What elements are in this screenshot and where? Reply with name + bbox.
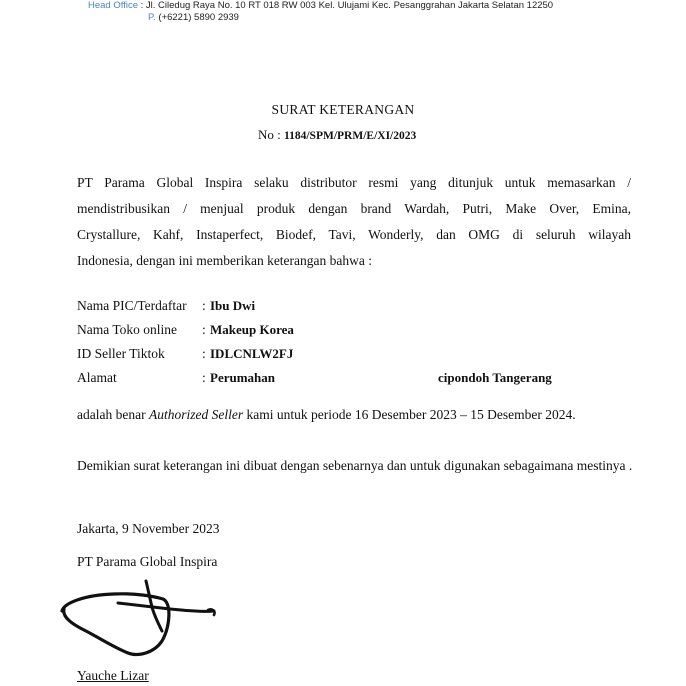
letterhead: [88, 0, 553, 24]
field-label: Nama PIC/Terdaftar: [77, 298, 187, 313]
field-colon: :: [202, 298, 206, 313]
field-value: Ibu Dwi: [210, 298, 256, 313]
field-value-start: Perumahan: [210, 370, 275, 385]
field-colon: :: [202, 322, 206, 337]
field-value: IDLCNLW2FJ: [210, 346, 294, 361]
phone-number: (+6221) 5890 2939: [158, 12, 239, 23]
letter-number: [258, 127, 416, 143]
phone-label: P.: [148, 12, 156, 23]
field-label: Nama Toko online: [77, 322, 178, 337]
signature-mark: [58, 575, 228, 660]
field-colon: :: [202, 370, 206, 385]
letterhead-address-row: [88, 0, 553, 12]
period-suffix: kami untuk periode 16 Desember 2023 – 15 Desember 2024.: [246, 407, 576, 422]
field-value-end: cipondoh Tangerang: [438, 370, 552, 385]
intro-line: PT Parama Global Inspira selaku distributor resmi yang ditunjuk untuk memasarkan /: [77, 175, 631, 190]
intro-paragraph: [77, 170, 631, 274]
head-office-address: : Jl. Ciledug Raya No. 10 RT 018 RW 003 Kel. Ulujami Kec. Pesanggrahan Jakarta Selatan 12250: [140, 0, 554, 11]
letter-number-value: 1184/SPM/PRM/E/XI/2023: [284, 130, 417, 142]
letter-number-label: No :: [258, 127, 281, 142]
period-italic: Authorized Seller: [148, 407, 244, 422]
field-label: ID Seller Tiktok: [77, 346, 165, 361]
intro-line: Crystallure, Kahf, Instaperfect, Biodef, Tavi, Wonderly, dan OMG di seluruh wilayah: [77, 227, 631, 242]
letter-date: Jakarta, 9 November 2023: [77, 521, 220, 536]
authorization-period: [77, 407, 576, 423]
field-value: Makeup Korea: [210, 322, 294, 337]
closing-statement: Demikian surat keterangan ini dibuat dengan sebenarnya dan untuk digunakan sebagaimana mestinya .: [77, 458, 633, 473]
intro-line: mendistribusikan / menjual produk dengan brand Wardah, Putri, Make Over, Emina,: [77, 201, 631, 216]
letter-title: SURAT KETERANGAN: [271, 102, 415, 117]
letterhead-phone-row: [88, 12, 553, 24]
period-prefix: adalah benar: [77, 407, 146, 422]
signer-name: Yauche Lizar: [77, 668, 149, 683]
company-name: PT Parama Global Inspira: [77, 554, 218, 569]
intro-last-line: Indonesia, dengan ini memberikan keterangan bahwa :: [77, 253, 373, 268]
field-label: Alamat: [77, 370, 117, 385]
head-office-label: Head Office: [88, 0, 138, 11]
field-colon: :: [202, 346, 206, 361]
